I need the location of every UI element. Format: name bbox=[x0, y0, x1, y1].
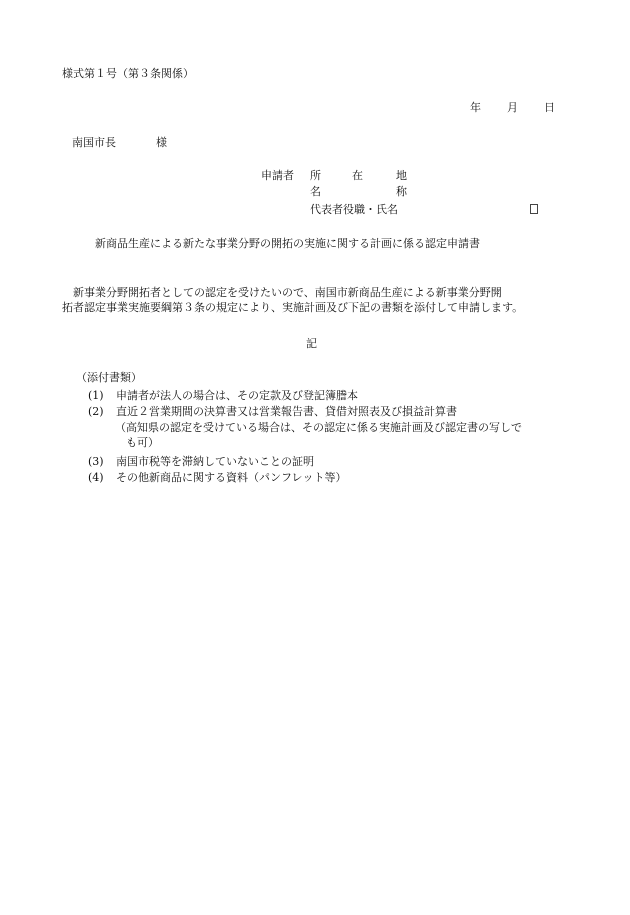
attachment-text: 直近２営業期間の決算書又は営業報告書、貸借対照表及び損益計算書 bbox=[116, 405, 457, 418]
document-title: 新商品生産による新たな事業分野の開拓の実施に関する計画に係る認定申請書 bbox=[95, 237, 480, 250]
date-month: 月 bbox=[507, 101, 518, 114]
attachment-number: (4) bbox=[88, 471, 104, 484]
addressee-name: 南国市長 bbox=[72, 136, 116, 149]
body-line-2: 拓者認定事業実施要綱第３条の規定により、実施計画及び下記の書類を添付して申請します。 bbox=[62, 300, 524, 314]
attachment-item bbox=[88, 455, 314, 470]
name-char-2: 称 bbox=[396, 185, 407, 198]
attachment-item bbox=[88, 471, 346, 486]
addressee-honorific: 様 bbox=[156, 136, 167, 149]
applicant-address-label bbox=[310, 169, 407, 184]
address-char-3: 地 bbox=[396, 169, 407, 182]
addressee bbox=[72, 136, 167, 151]
attachment-item bbox=[88, 389, 358, 404]
date-day: 日 bbox=[544, 101, 555, 114]
applicant-name-label bbox=[310, 185, 407, 200]
body-paragraph bbox=[62, 286, 582, 316]
seal-box-icon bbox=[530, 204, 538, 214]
attachment-text: 申請者が法人の場合は、その定款及び登記簿謄本 bbox=[116, 389, 358, 402]
attachment-text: その他新商品に関する資料（パンフレット等） bbox=[116, 471, 347, 484]
attachment-number: (1) bbox=[88, 389, 104, 402]
address-char-1: 所 bbox=[310, 169, 321, 182]
attachment-note-line-1: （高知県の認定を受けている場合は、その認定に係る実施計画及び認定書の写しで bbox=[115, 421, 522, 434]
attachment-number: (3) bbox=[88, 455, 104, 468]
address-char-2: 在 bbox=[352, 169, 363, 182]
applicant-representative-label: 代表者役職・氏名 bbox=[310, 203, 398, 216]
body-line-1: 新事業分野開拓者としての認定を受けたいので、南国市新商品生産による新事業分野開 bbox=[73, 286, 502, 299]
date-year: 年 bbox=[470, 101, 481, 114]
ki-heading: 記 bbox=[306, 337, 317, 350]
attachments-heading: （添付書類） bbox=[76, 371, 142, 384]
date-line bbox=[470, 101, 555, 116]
form-number: 様式第１号（第３条関係） bbox=[62, 67, 194, 80]
name-char-1: 名 bbox=[310, 185, 321, 198]
applicant-label: 申請者 bbox=[261, 169, 294, 182]
attachment-item bbox=[88, 405, 457, 420]
attachment-number: (2) bbox=[88, 405, 104, 418]
attachment-note bbox=[115, 421, 585, 451]
attachment-note-line-2: も可） bbox=[126, 435, 159, 449]
attachment-text: 南国市税等を滞納していないことの証明 bbox=[116, 455, 314, 468]
